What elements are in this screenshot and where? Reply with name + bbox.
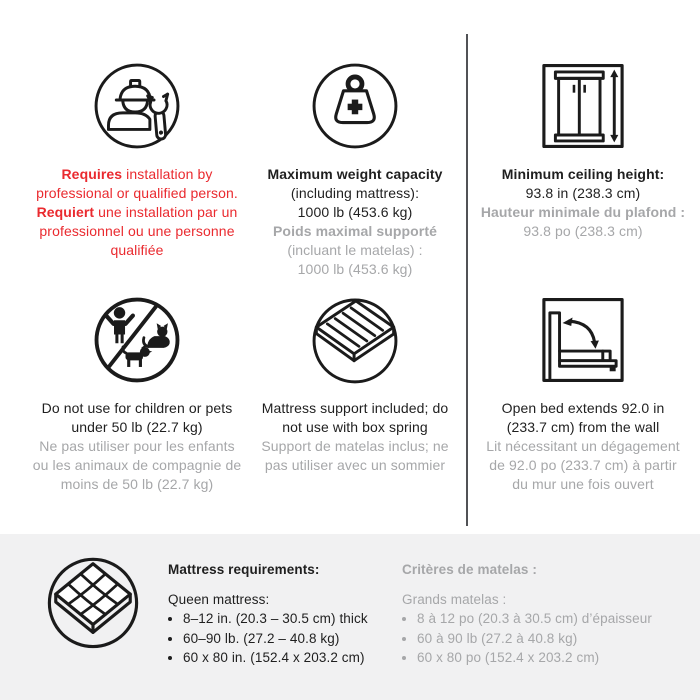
text-line: qualifiée <box>110 242 164 258</box>
text-line: moins de 50 lb (22.7 kg) <box>60 476 214 492</box>
text-line: de 92.0 po (233.7 cm) à partir <box>489 457 677 473</box>
mattress-requirements-band <box>0 534 700 700</box>
cell-installation <box>14 60 260 260</box>
cell-mattress-support <box>246 294 464 475</box>
text-line: pas utiliser avec un sommier <box>264 457 446 473</box>
ceiling-height-text <box>470 165 696 241</box>
open-bed-text <box>470 399 696 494</box>
text-line: du mur une fois ouvert <box>512 476 654 492</box>
quilted-mattress-icon <box>44 552 142 655</box>
text-line: Maximum weight capacity <box>267 166 443 182</box>
installer-hardhat-wrench-icon <box>14 60 260 152</box>
open-bed-extends-icon <box>470 294 696 386</box>
vertical-divider <box>466 34 468 526</box>
list-item: • 8 à 12 po (20.3 à 30.5 cm) d’épaisseur <box>417 610 652 627</box>
text-line: Poids maximal supporté <box>272 223 438 239</box>
text-line: (incluant le matelas) : <box>287 242 423 258</box>
installation-text <box>14 165 260 260</box>
text-line: Do not use for children or pets <box>41 400 233 416</box>
list-item: • 8–12 in. (20.3 – 30.5 cm) thick <box>183 610 368 627</box>
slat-mattress-support-icon <box>246 294 464 386</box>
text-line: professional or qualified person. <box>36 185 238 201</box>
text-line: Support de matelas inclus; ne <box>261 438 449 454</box>
text-line: under 50 lb (22.7 kg) <box>71 419 203 435</box>
cabinet-height-arrow-icon <box>470 60 696 152</box>
weight-capacity-text <box>246 165 464 279</box>
cell-ceiling-height <box>470 60 696 241</box>
mattress-requirements-title: Mattress requirements: <box>168 562 320 577</box>
text-line: 93.8 po (238.3 cm) <box>523 223 643 239</box>
text-line: Minimum ceiling height: <box>501 166 665 182</box>
mattress-requirements-fr <box>402 561 652 669</box>
text-line: 1000 lb (453.6 kg) <box>297 204 413 220</box>
mattress-specs-en <box>168 610 368 666</box>
criteres-matelas-title: Critères de matelas : <box>402 562 537 577</box>
text-line: professionnel ou une personne <box>39 223 235 239</box>
text-line: Hauteur minimale du plafond : <box>480 204 686 220</box>
cell-weight-capacity <box>246 60 464 279</box>
weight-plus-icon <box>246 60 464 152</box>
cell-open-bed <box>470 294 696 494</box>
no-children-pets-text <box>14 399 260 494</box>
text-line: not use with box spring <box>282 419 428 435</box>
queen-mattress-subtitle: Queen mattress: <box>168 592 270 607</box>
text-line: (233.7 cm) from the wall <box>506 419 660 435</box>
text-line: Requires installation by <box>61 166 213 182</box>
text-line: (including mattress): <box>290 185 420 201</box>
text-line: Open bed extends 92.0 in <box>501 400 665 416</box>
list-item: • 60–90 lb. (27.2 – 40.8 kg) <box>183 630 368 647</box>
mattress-requirements-en <box>168 561 368 669</box>
text-line: 93.8 in (238.3 cm) <box>525 185 641 201</box>
text-line: 1000 lb (453.6 kg) <box>297 261 413 277</box>
grands-matelas-subtitle: Grands matelas : <box>402 592 507 607</box>
mattress-support-text <box>246 399 464 475</box>
list-item: • 60 x 80 po (152.4 x 203.2 cm) <box>417 649 652 666</box>
list-item: • 60 x 80 in. (152.4 x 203.2 cm) <box>183 649 368 666</box>
no-children-pets-icon <box>14 294 260 386</box>
list-item: • 60 à 90 lb (27.2 à 40.8 kg) <box>417 630 652 647</box>
text-line: Requiert une installation par un <box>36 204 238 220</box>
text-line: Ne pas utiliser pour les enfants <box>39 438 235 454</box>
mattress-specs-fr <box>402 610 652 666</box>
cell-no-children-pets <box>14 294 260 494</box>
text-line: Mattress support included; do <box>261 400 449 416</box>
text-line: Lit nécessitant un dégagement <box>486 438 680 454</box>
text-line: ou les animaux de compagnie de <box>32 457 242 473</box>
